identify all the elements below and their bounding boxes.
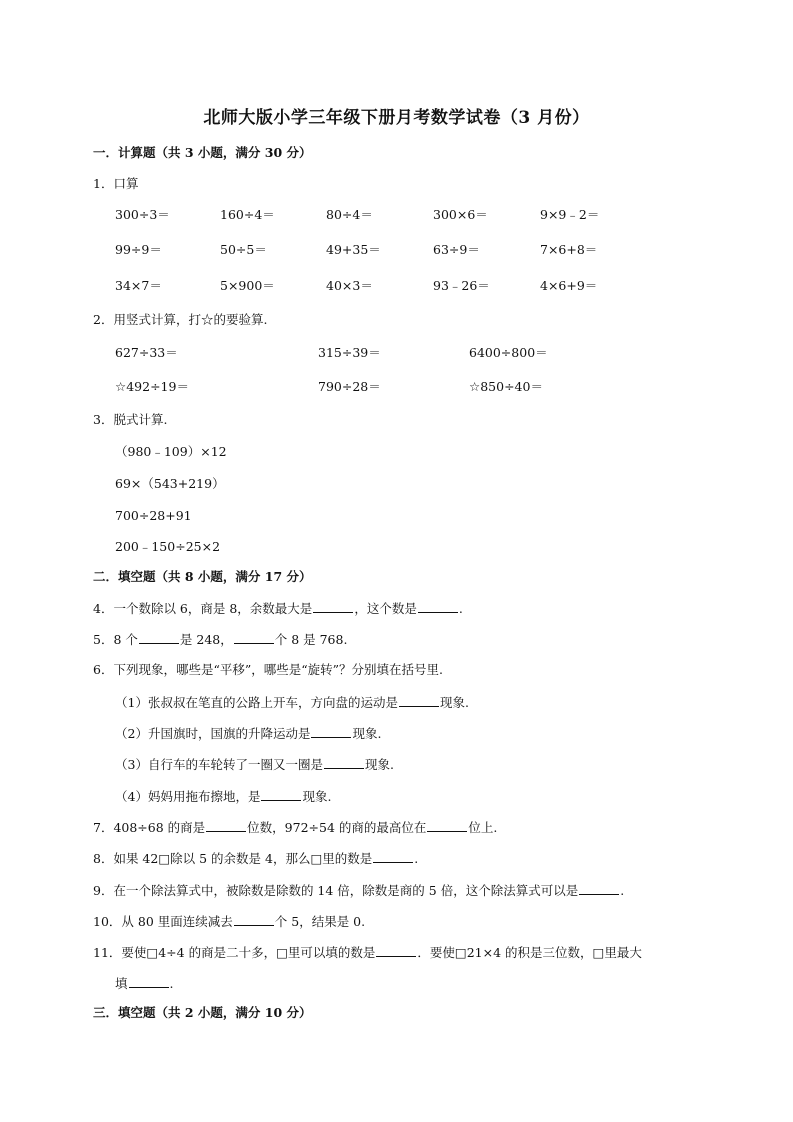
question-text: （3）自行车的车轮转了一圈又一圈是 — [115, 757, 323, 772]
question-text: 个 5，结果是 0. — [274, 914, 366, 929]
question-text: （2）升国旗时，国旗的升降运动是 — [115, 726, 311, 741]
answer-blank[interactable] — [261, 786, 301, 801]
question-text: （1）张叔叔在笔直的公路上开车，方向盘的运动是 — [115, 695, 398, 710]
answer-blank[interactable] — [206, 817, 246, 832]
expression-item: 700÷28+91 — [115, 508, 192, 523]
question-line — [115, 723, 381, 744]
question-line — [115, 786, 331, 807]
calc-item: ☆492÷19＝ — [115, 379, 189, 394]
answer-blank[interactable] — [324, 754, 364, 769]
question-line — [93, 629, 347, 650]
calc-item: 9×9﹣2＝ — [540, 207, 600, 222]
question-text: ，这个数是 — [354, 601, 417, 616]
question-text: 位上. — [468, 820, 498, 835]
answer-blank[interactable] — [418, 598, 458, 613]
calc-item: 300×6＝ — [433, 207, 488, 222]
question-text: 现象. — [302, 789, 332, 804]
answer-blank[interactable] — [129, 973, 169, 988]
question-text: 填 — [115, 976, 128, 991]
answer-blank[interactable] — [313, 598, 353, 613]
calc-item: 300÷3＝ — [115, 207, 170, 222]
question-line — [93, 598, 463, 619]
question-text: 个 8 是 768. — [274, 632, 348, 647]
expression-item: 69×（543+219） — [115, 476, 225, 491]
question-line — [93, 817, 497, 838]
calc-item: 6400÷800＝ — [469, 345, 548, 360]
question-text: 8．如果 42□除以 5 的余数是 4，那么□里的数是 — [93, 851, 373, 866]
question-text: . — [169, 976, 174, 991]
section-heading: 三．填空题（共 2 小题，满分 10 分） — [93, 1005, 312, 1020]
expression-item: 200﹣150÷25×2 — [115, 539, 221, 554]
question-text: 9．在一个除法算式中，被除数是除数的 14 倍，除数是商的 5 倍，这个除法算式可以是 — [93, 883, 579, 898]
question-line — [93, 911, 365, 932]
question-line — [93, 942, 642, 963]
page-title: 北师大版小学三年级下册月考数学试卷（3 月份） — [203, 108, 590, 128]
question-text: 是 248， — [179, 632, 233, 647]
calc-item: 99÷9＝ — [115, 242, 162, 257]
calc-item: 50÷5＝ — [220, 242, 267, 257]
calc-item: 49+35＝ — [326, 242, 381, 257]
calc-item: 160÷4＝ — [220, 207, 275, 222]
answer-blank[interactable] — [234, 629, 274, 644]
expression-item: （980﹣109）×12 — [115, 444, 227, 459]
calc-item: 790÷28＝ — [318, 379, 381, 394]
question-line — [93, 848, 418, 869]
section-heading: 一．计算题（共 3 小题，满分 30 分） — [93, 145, 312, 160]
question-line — [115, 973, 174, 994]
question-text: 现象. — [439, 695, 469, 710]
question-text: （4）妈妈用拖布擦地，是 — [115, 789, 261, 804]
question-text: . — [620, 883, 625, 898]
question-text: 7．408÷68 的商是 — [93, 820, 206, 835]
answer-blank[interactable] — [373, 848, 413, 863]
question-label: 1．口算 — [93, 176, 139, 191]
answer-blank[interactable] — [399, 692, 439, 707]
question-text: 现象. — [364, 757, 394, 772]
question-text: . — [458, 601, 463, 616]
question-line — [115, 754, 394, 775]
calc-item: 34×7＝ — [115, 278, 162, 293]
question-text: 位数，972÷54 的商的最高位在 — [247, 820, 427, 835]
question-line — [93, 880, 624, 901]
question-label: 3．脱式计算. — [93, 412, 168, 427]
question-text: . — [414, 851, 419, 866]
calc-item: 627÷33＝ — [115, 345, 178, 360]
answer-blank[interactable] — [139, 629, 179, 644]
answer-blank[interactable] — [311, 723, 351, 738]
calc-item: 40×3＝ — [326, 278, 373, 293]
calc-item: 80÷4＝ — [326, 207, 373, 222]
question-line — [93, 660, 443, 680]
answer-blank[interactable] — [579, 880, 619, 895]
answer-blank[interactable] — [234, 911, 274, 926]
answer-blank[interactable] — [376, 942, 416, 957]
question-text: 现象. — [352, 726, 382, 741]
question-text: 6．下列现象，哪些是“平移”，哪些是“旋转”？分别填在括号里. — [93, 662, 443, 677]
question-line — [115, 692, 469, 713]
question-text: ．要使□21×4 的积是三位数，□里最大 — [417, 945, 642, 960]
calc-item: 93﹣26＝ — [433, 278, 490, 293]
question-label: 2．用竖式计算，打☆的要验算. — [93, 312, 268, 327]
question-text: 11．要使□4÷4 的商是二十多，□里可以填的数是 — [93, 945, 376, 960]
calc-item: 7×6+8＝ — [540, 242, 598, 257]
section-heading: 二．填空题（共 8 小题，满分 17 分） — [93, 569, 312, 584]
calc-item: 5×900＝ — [220, 278, 275, 293]
answer-blank[interactable] — [427, 817, 467, 832]
calc-item: 63÷9＝ — [433, 242, 480, 257]
calc-item: 315÷39＝ — [318, 345, 381, 360]
question-text: 4．一个数除以 6，商是 8，余数最大是 — [93, 601, 313, 616]
question-text: 10．从 80 里面连续减去 — [93, 914, 233, 929]
question-text: 5．8 个 — [93, 632, 138, 647]
calc-item: ☆850÷40＝ — [469, 379, 543, 394]
calc-item: 4×6+9＝ — [540, 278, 598, 293]
